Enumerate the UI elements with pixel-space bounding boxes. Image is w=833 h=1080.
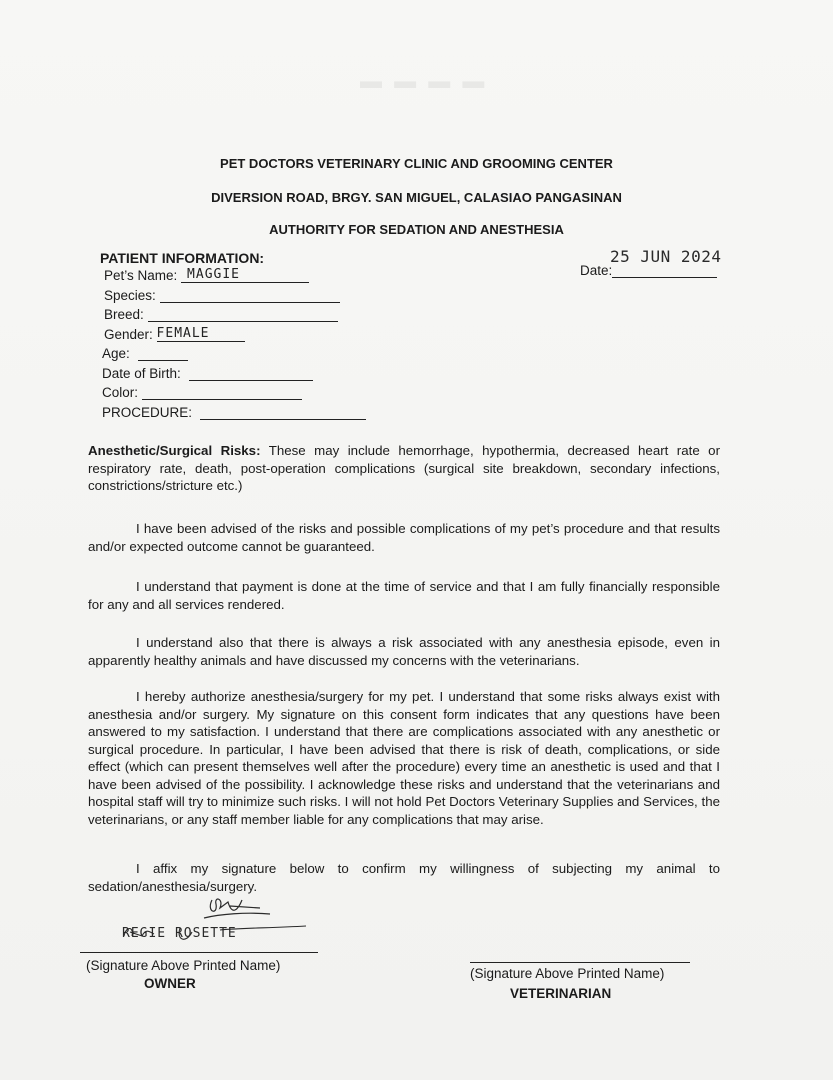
age-row — [100, 346, 366, 366]
breed-field[interactable] — [148, 307, 338, 322]
patient-section-title: PATIENT INFORMATION: — [100, 250, 265, 266]
authorization-paragraph: I hereby authorize anesthesia/surgery for my pet. I understand that some risks always exist with anesthesia and/or surgery. My signature on this consent form indicates that any questions have been answered to my satisfaction. I understand that there are complications associated with any anesthetic or surgical procedure. In particular, I have been advised that there is risk of death, complications, or side effect (which can present themselves well after the procedure) every time an anesthetic is used and that I have been advised of the possibility. I acknowledge these risks and understand that the veterinarians and hospital staff will try to minimize such risks. I will not hold Pet Doctors Veterinary Supplies and Services, the veterinarians, or any staff member liable for any complications that may arise. — [88, 689, 720, 827]
clinic-address: DIVERSION ROAD, BRGY. SAN MIGUEL, CALASIAO PANGASINAN — [211, 190, 622, 205]
owner-signature-line[interactable] — [80, 952, 318, 953]
date-stamp: 25 JUN 2024 — [610, 247, 722, 266]
bleed-through-mark: ▬ ▬ ▬ ▬ — [360, 68, 488, 93]
risks-text: These may include hemorrhage, hypothermia, decreased heart rate or respiratory rate, death, post-operation complications (surgical site breakdown, secondary infections, constrictions/stricture etc.) — [88, 443, 720, 493]
dob-label: Date of Birth: — [102, 365, 181, 381]
risks-heading: Anesthetic/Surgical Risks: — [88, 443, 261, 458]
species-row — [100, 288, 366, 308]
age-field[interactable] — [138, 346, 188, 361]
dob-row — [100, 366, 366, 386]
affirmation-paragraph: I affix my signature below to confirm my willingness of subjecting my animal to sedation/anesthesia/surgery. — [88, 861, 720, 894]
breed-row — [100, 307, 366, 327]
gender-handwritten: FEMALE — [156, 325, 210, 341]
owner-printed-name: REGIE ROSETTE — [122, 926, 237, 941]
pet-name-field[interactable] — [181, 268, 309, 283]
gender-row — [100, 327, 366, 347]
age-label: Age: — [102, 346, 130, 361]
pet-name-label: Pet’s Name: — [104, 268, 178, 283]
color-label: Color: — [102, 385, 139, 400]
patient-information — [100, 250, 366, 424]
form-title: AUTHORITY FOR SEDATION AND ANESTHESIA — [269, 222, 564, 237]
procedure-row — [100, 405, 366, 425]
dob-field[interactable] — [189, 366, 313, 381]
breed-label: Breed: — [104, 307, 144, 322]
procedure-field[interactable] — [200, 405, 366, 420]
gender-field[interactable] — [157, 327, 245, 342]
pet-name-handwritten: MAGGIE — [187, 267, 241, 282]
species-field[interactable] — [160, 288, 340, 303]
pet-name-row — [100, 268, 366, 288]
risks-paragraph — [88, 442, 720, 495]
date-label: Date: — [580, 263, 613, 278]
payment-paragraph: I understand that payment is done at the time of service and that I am fully financially responsible for any and all services rendered. — [88, 579, 720, 612]
gender-label: Gender: — [104, 326, 153, 342]
owner-signature-caption: (Signature Above Printed Name) — [86, 958, 281, 973]
veterinarian-signature-line[interactable] — [470, 962, 690, 963]
color-field[interactable] — [142, 385, 302, 400]
advised-paragraph: I have been advised of the risks and possible complications of my pet’s procedure and that results and/or expected outcome cannot be guaranteed. — [88, 521, 720, 554]
veterinarian-signature-caption: (Signature Above Printed Name) — [470, 966, 665, 981]
owner-signature-scrawl — [120, 892, 310, 952]
clinic-name: PET DOCTORS VETERINARY CLINIC AND GROOMING CENTER — [220, 156, 613, 171]
owner-role-label: OWNER — [144, 976, 196, 991]
veterinarian-role-label: VETERINARIAN — [510, 986, 612, 1001]
color-row — [100, 385, 366, 405]
species-label: Species: — [104, 287, 156, 303]
procedure-label: PROCEDURE: — [102, 404, 193, 420]
risk-awareness-paragraph: I understand also that there is always a risk associated with any anesthesia episode, even in apparently healthy animals and have discussed my concerns with the veterinarians. — [88, 635, 720, 668]
